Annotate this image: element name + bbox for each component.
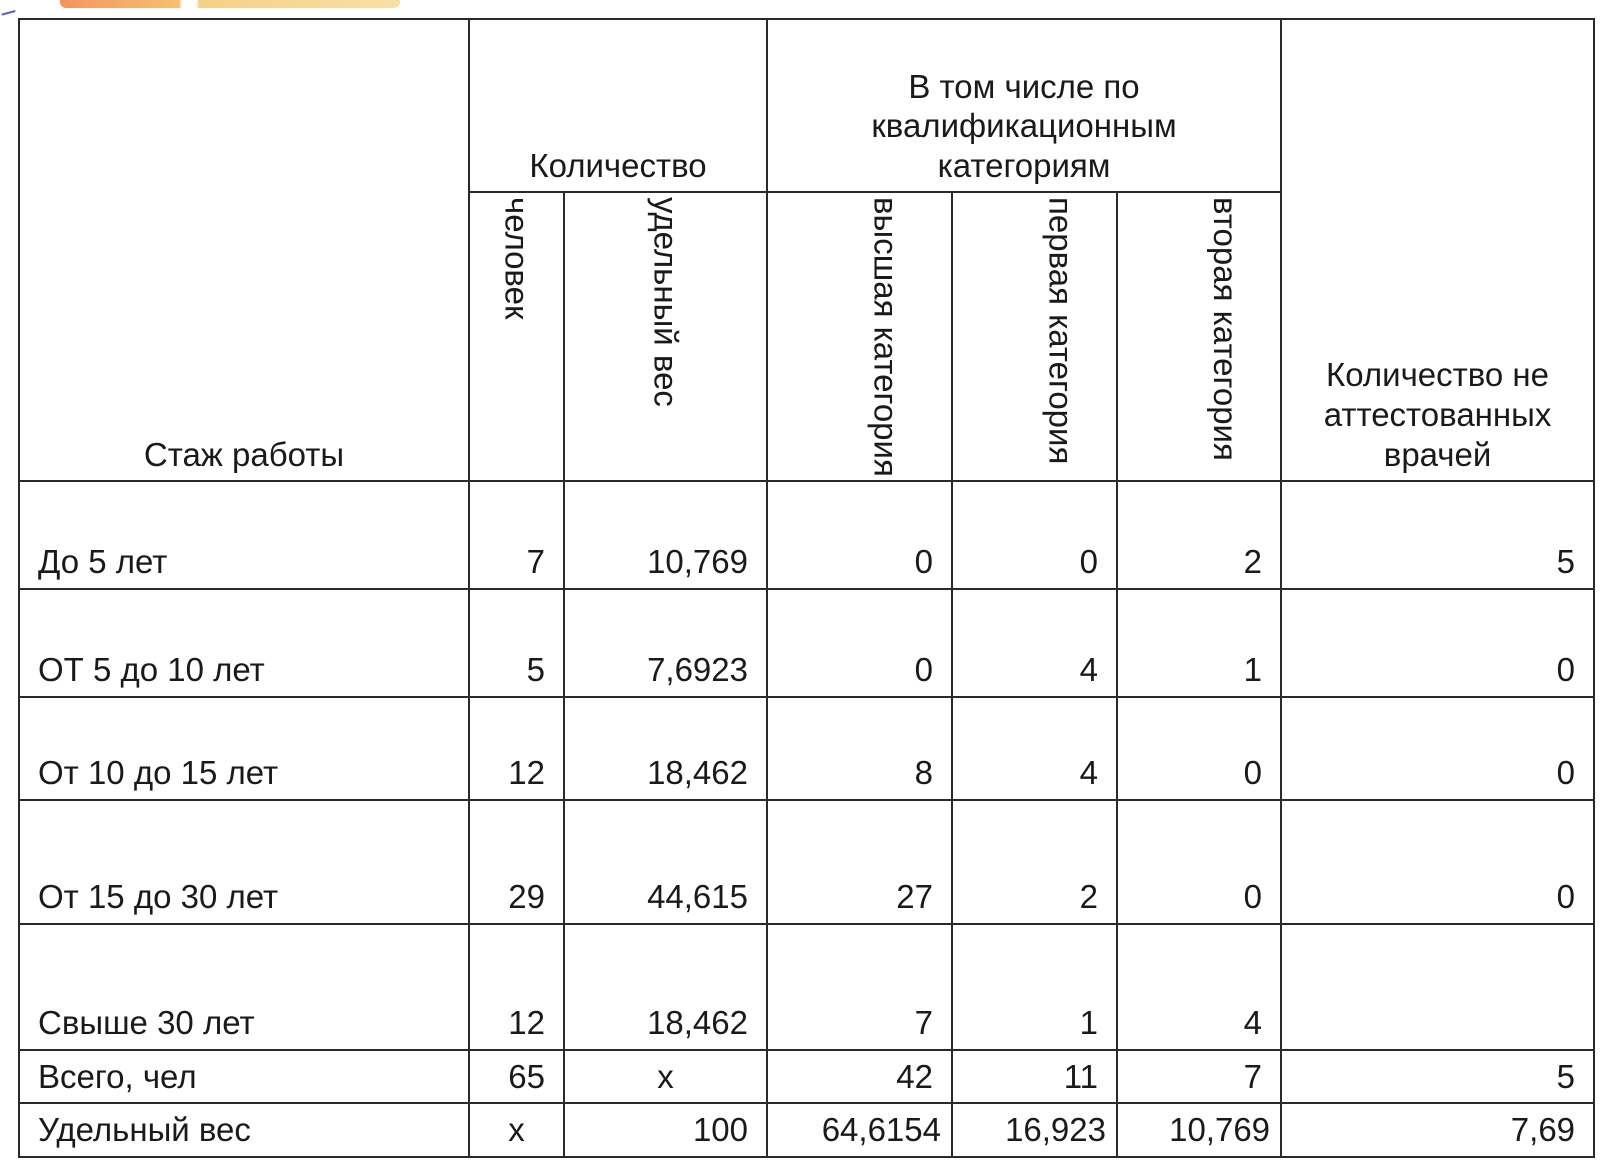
cell-second: 4 bbox=[1117, 924, 1281, 1050]
header-kolichestvo: Количество bbox=[469, 19, 767, 192]
row-label: Удельный вес bbox=[19, 1103, 469, 1157]
header-chelovek: человек bbox=[498, 197, 536, 320]
header-v-tom-chisle: В том числе по квалификационным категориям bbox=[767, 19, 1281, 192]
cell-high: 8 bbox=[767, 697, 952, 800]
cell-share: 44,615 bbox=[564, 800, 767, 924]
cell-first: 16,923 bbox=[952, 1103, 1117, 1157]
table-row bbox=[19, 924, 1594, 1050]
cell-first: 11 bbox=[952, 1050, 1117, 1104]
cell-uncert: 0 bbox=[1281, 800, 1594, 924]
cell-people: 12 bbox=[469, 924, 564, 1050]
cell-second: 2 bbox=[1117, 481, 1281, 588]
cell-share: 18,462 bbox=[564, 924, 767, 1050]
header-vtoraya: вторая категория bbox=[1207, 197, 1245, 462]
cell-high: 64,6154 bbox=[767, 1103, 952, 1157]
header-cell-chelovek bbox=[469, 192, 564, 481]
cell-second: 0 bbox=[1117, 697, 1281, 800]
cell-high: 7 bbox=[767, 924, 952, 1050]
cell-people: х bbox=[469, 1103, 564, 1157]
cell-uncert: 5 bbox=[1281, 481, 1594, 588]
table-row bbox=[19, 481, 1594, 588]
header-stazh: Стаж работы bbox=[19, 19, 469, 481]
cell-share: 10,769 bbox=[564, 481, 767, 588]
cell-first: 2 bbox=[952, 800, 1117, 924]
staff-experience-table bbox=[18, 18, 1595, 1158]
row-label: Свыше 30 лет bbox=[19, 924, 469, 1050]
cell-people: 7 bbox=[469, 481, 564, 588]
cell-second: 7 bbox=[1117, 1050, 1281, 1104]
cell-people: 12 bbox=[469, 697, 564, 800]
cell-high: 0 bbox=[767, 481, 952, 588]
cell-high: 42 bbox=[767, 1050, 952, 1104]
header-ne-attestovannyh: Количество не аттестованных врачей bbox=[1281, 19, 1594, 481]
cell-second: 1 bbox=[1117, 589, 1281, 697]
table-row bbox=[19, 697, 1594, 800]
cell-uncert: 7,69 bbox=[1281, 1103, 1594, 1157]
header-cell-vysshaya bbox=[767, 192, 952, 481]
row-label: Всего, чел bbox=[19, 1050, 469, 1104]
share-row bbox=[19, 1103, 1594, 1157]
cell-people: 65 bbox=[469, 1050, 564, 1104]
pen-mark-decoration bbox=[60, 0, 400, 8]
cell-first: 1 bbox=[952, 924, 1117, 1050]
row-label: От 15 до 30 лет bbox=[19, 800, 469, 924]
row-label: От 10 до 15 лет bbox=[19, 697, 469, 800]
header-cell-vtoraya bbox=[1117, 192, 1281, 481]
cell-people: 29 bbox=[469, 800, 564, 924]
pen-mark-corner bbox=[0, 0, 16, 16]
cell-second: 0 bbox=[1117, 800, 1281, 924]
cell-second: 10,769 bbox=[1117, 1103, 1281, 1157]
header-udelny-ves: удельный вес bbox=[647, 197, 685, 408]
cell-share: 18,462 bbox=[564, 697, 767, 800]
cell-people: 5 bbox=[469, 589, 564, 697]
row-label: До 5 лет bbox=[19, 481, 469, 588]
table-row bbox=[19, 589, 1594, 697]
cell-share: 7,6923 bbox=[564, 589, 767, 697]
cell-uncert bbox=[1281, 924, 1594, 1050]
table-row bbox=[19, 800, 1594, 924]
cell-share: х bbox=[564, 1050, 767, 1104]
cell-high: 27 bbox=[767, 800, 952, 924]
cell-uncert: 5 bbox=[1281, 1050, 1594, 1104]
header-pervaya: первая категория bbox=[1042, 197, 1080, 465]
cell-uncert: 0 bbox=[1281, 697, 1594, 800]
cell-high: 0 bbox=[767, 589, 952, 697]
cell-first: 4 bbox=[952, 589, 1117, 697]
header-vysshaya: высшая категория bbox=[867, 197, 905, 478]
cell-first: 4 bbox=[952, 697, 1117, 800]
header-row-top bbox=[19, 19, 1594, 192]
row-label: ОТ 5 до 10 лет bbox=[19, 589, 469, 697]
header-cell-pervaya bbox=[952, 192, 1117, 481]
header-cell-udelny-ves bbox=[564, 192, 767, 481]
cell-share: 100 bbox=[564, 1103, 767, 1157]
cell-first: 0 bbox=[952, 481, 1117, 588]
total-row bbox=[19, 1050, 1594, 1104]
cell-uncert: 0 bbox=[1281, 589, 1594, 697]
